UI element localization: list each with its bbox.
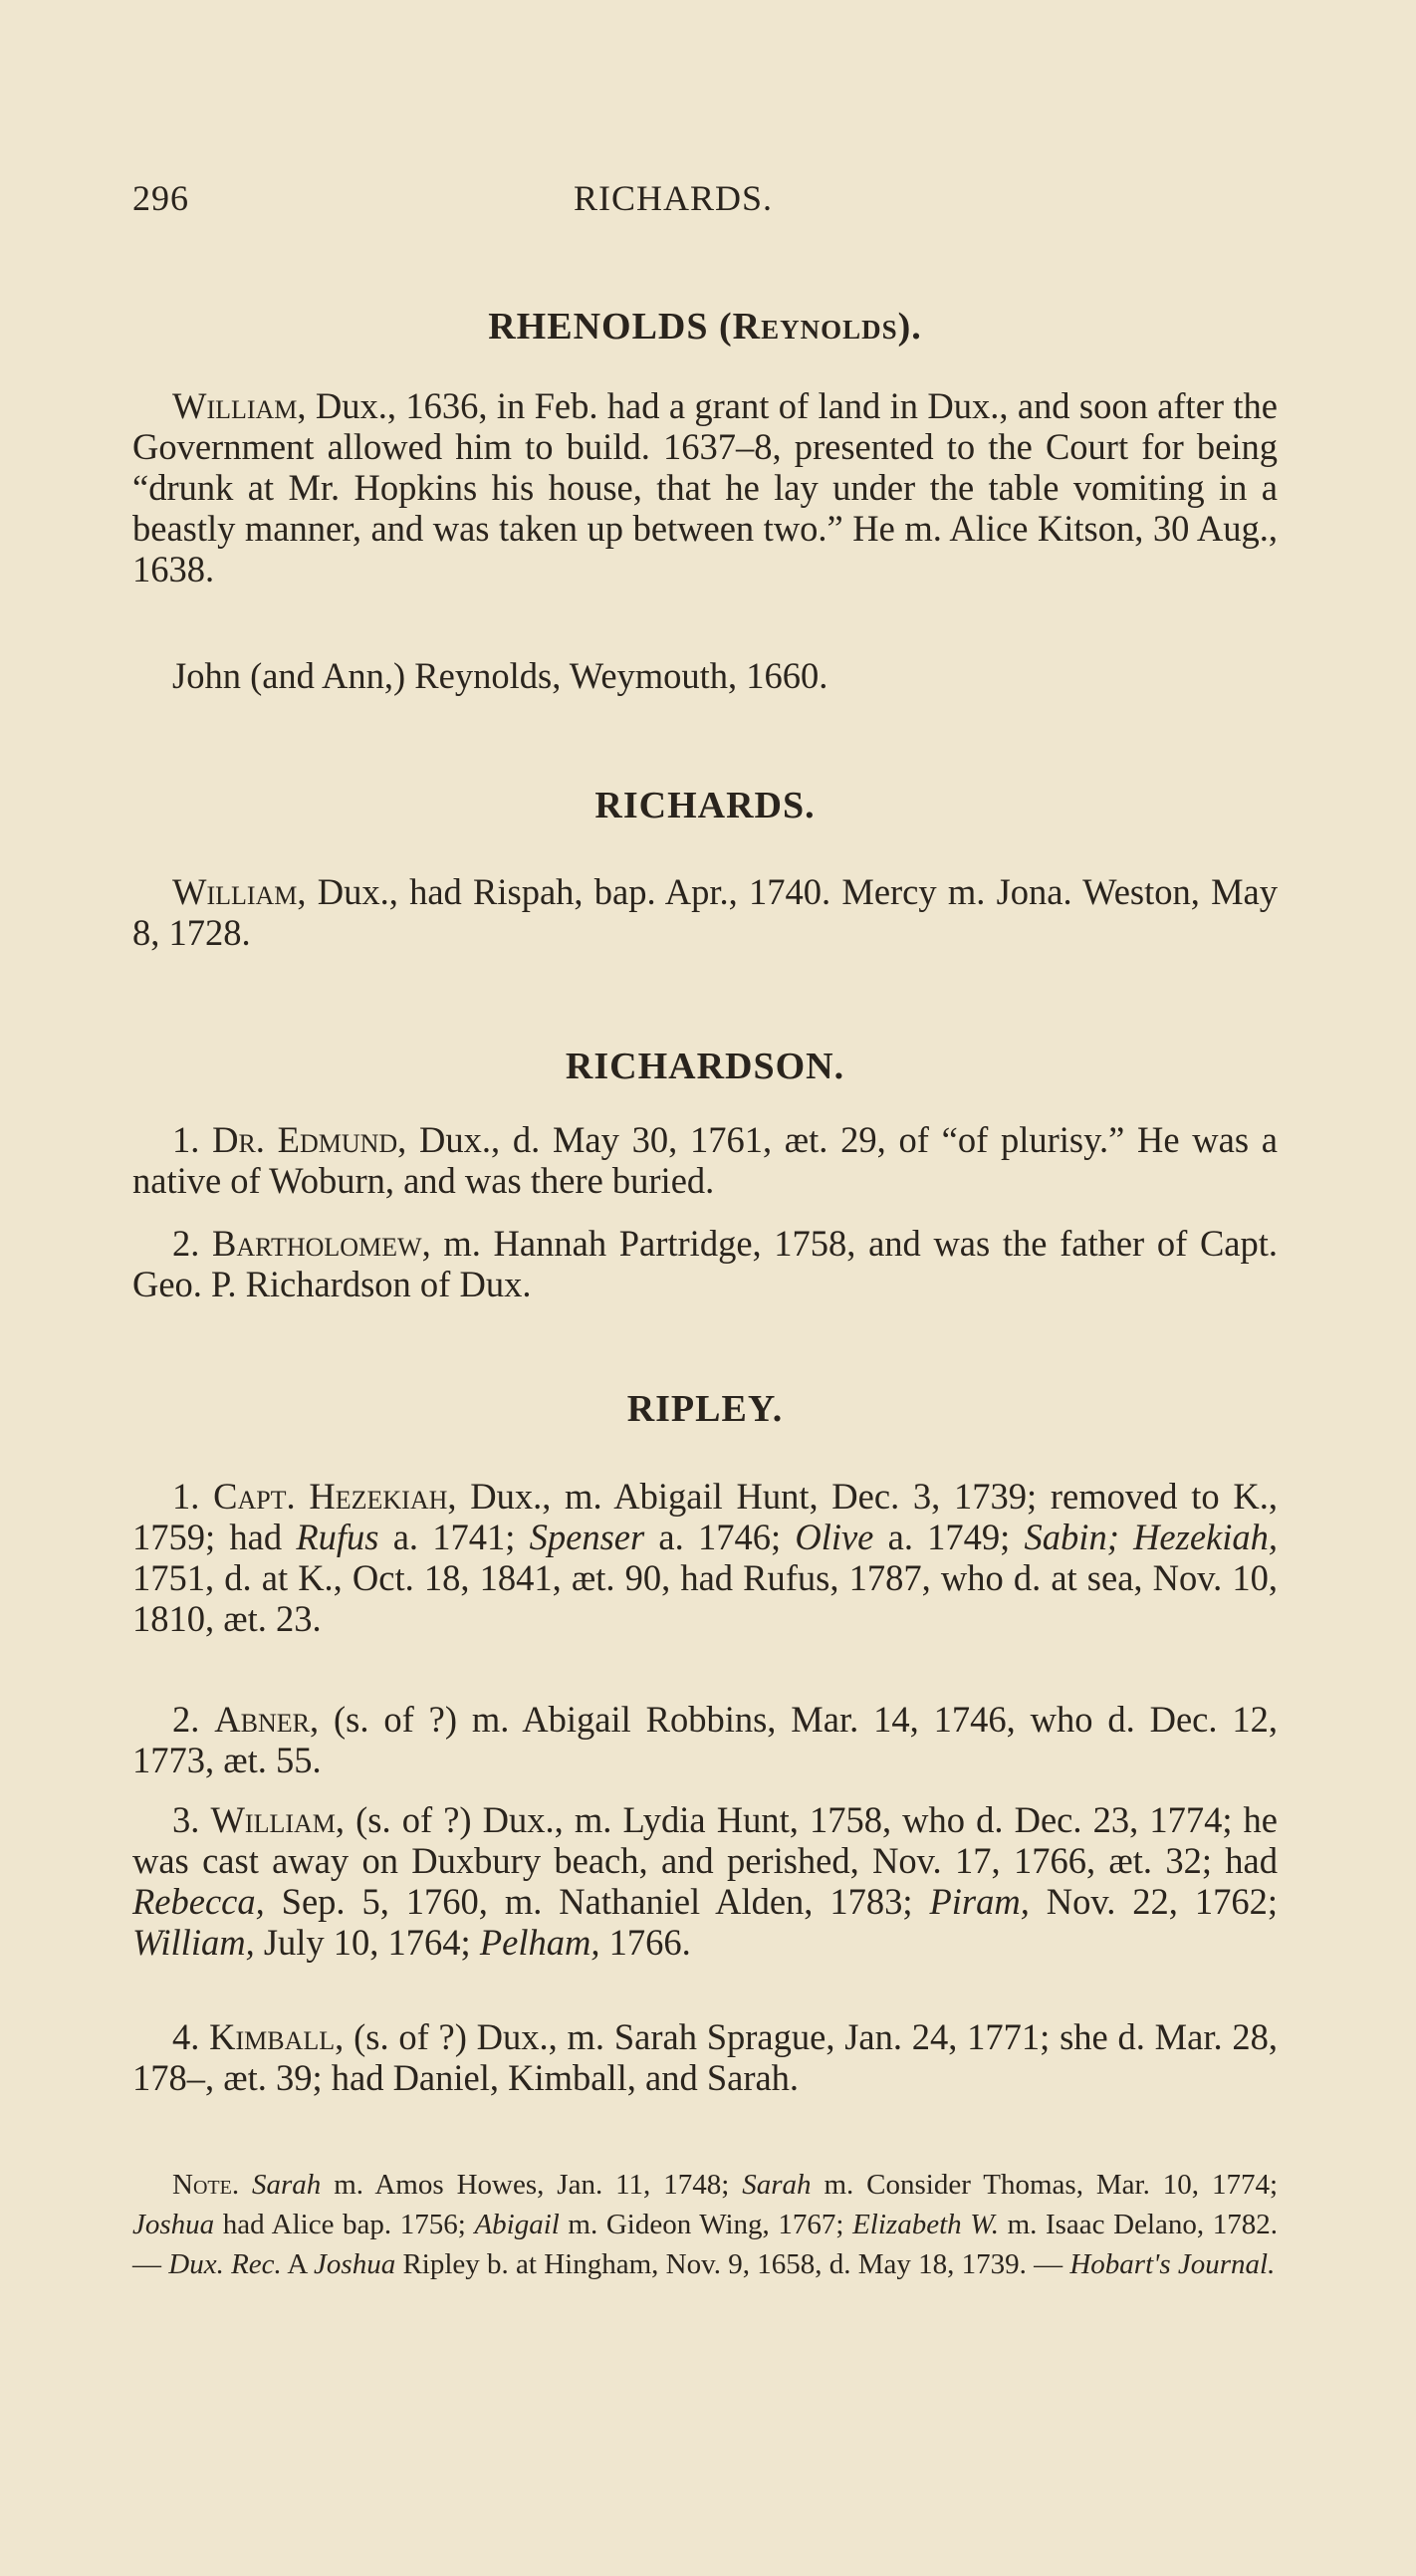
entry-name: William, [210, 1799, 346, 1840]
richardson-entry-1 [132, 1119, 1278, 1201]
entry-name: Abner, [214, 1699, 320, 1740]
entry-name: William, [172, 385, 307, 426]
section-rhenolds [132, 305, 1278, 349]
ripley-entry-3 [132, 1799, 1278, 1963]
ripley-entry-4 [132, 2016, 1278, 2098]
entry-paragraph: 4. Kimball, (s. of ?) Dux., m. Sarah Sprague, Jan. 24, 1771; she d. Mar. 28, 178–, æt. 39; had Daniel, Kimball, and Sarah. [132, 2016, 1279, 2098]
entry-paragraph: William, Dux., had Rispah, bap. Apr., 1740. Mercy m. Jona. Weston, May 8, 1728. [132, 871, 1278, 953]
section-heading: RICHARDS. [594, 785, 816, 826]
richardson-entry-2 [132, 1223, 1278, 1304]
ripley-entry-1 [132, 1476, 1278, 1639]
entry-paragraph: John (and Ann,) Reynolds, Weymouth, 1660. [172, 655, 828, 696]
rhenolds-entry-william [132, 385, 1278, 589]
footnote [132, 2165, 1278, 2284]
section-heading: RHENOLDS (Reynolds). [488, 306, 922, 348]
section-richardson [132, 1045, 1278, 1088]
ripley-entry-2 [132, 1699, 1278, 1780]
section-heading: RIPLEY. [626, 1388, 784, 1430]
running-title: RICHARDS. [574, 178, 774, 218]
entry-paragraph: 1. Capt. Hezekiah, Dux., m. Abigail Hunt, Dec. 3, 1739; removed to K., 1759; had Rufus a. 1741; Spenser a. 1746; Olive a. 1749; Sabin; Hezekiah, 1751, d. at K., Oct. 18, 1841, æt. 90, had Rufus, 1787, who d. at sea, Nov. 10, 1810, æt. 23. [132, 1476, 1279, 1639]
entry-name: William, [172, 871, 307, 912]
rhenolds-entry-john [132, 655, 1278, 696]
note-label: Note. [172, 2169, 240, 2201]
section-heading: RICHARDSON. [565, 1046, 845, 1087]
page-number: 296 [132, 178, 189, 218]
note-paragraph: Note. Sarah m. Amos Howes, Jan. 11, 1748; Sarah m. Consider Thomas, Mar. 10, 1774; Joshua had Alice bap. 1756; Abigail m. Gideon Wing, 1767; Elizabeth W. m. Isaac Delano, 1782. — Dux. Rec. A Joshua Ripley b. at Hingham, Nov. 9, 1658, d. May 18, 1739. — Hobart's Journal. [132, 2169, 1279, 2280]
entry-paragraph: William, Dux., 1636, in Feb. had a grant of land in Dux., and soon after the Government allowed him to build. 1637–8, presented to the Court for being “drunk at Mr. Hopkins his house, that he lay under the table vomiting in a beastly manner, and was taken up between two.” He m. Alice Kitson, 30 Aug., 1638. [132, 385, 1278, 589]
section-richards [132, 784, 1278, 827]
richards-entry-william [132, 871, 1278, 953]
entry-name: Capt. Hezekiah, [213, 1476, 457, 1517]
entry-paragraph: 3. William, (s. of ?) Dux., m. Lydia Hunt, 1758, who d. Dec. 23, 1774; he was cast away on Duxbury beach, and perished, Nov. 17, 1766, æt. 32; had Rebecca, Sep. 5, 1760, m. Nathaniel Alden, 1783; Piram, Nov. 22, 1762; William, July 10, 1764; Pelham, 1766. [132, 1799, 1279, 1963]
entry-paragraph: 2. Abner, (s. of ?) m. Abigail Robbins, Mar. 14, 1746, who d. Dec. 12, 1773, æt. 55. [132, 1699, 1278, 1780]
running-head [132, 177, 1278, 227]
entry-paragraph: 2. Bartholomew, m. Hannah Partridge, 1758, and was the father of Capt. Geo. P. Richardson of Dux. [132, 1223, 1279, 1304]
entry-paragraph: 1. Dr. Edmund, Dux., d. May 30, 1761, æt. 29, of “of plurisy.” He was a native of Woburn, and was there buried. [132, 1119, 1278, 1201]
entry-name: Bartholomew, [212, 1223, 431, 1264]
section-ripley [132, 1387, 1278, 1431]
entry-name: Kimball, [209, 2016, 345, 2057]
entry-name: Dr. Edmund, [212, 1119, 407, 1160]
